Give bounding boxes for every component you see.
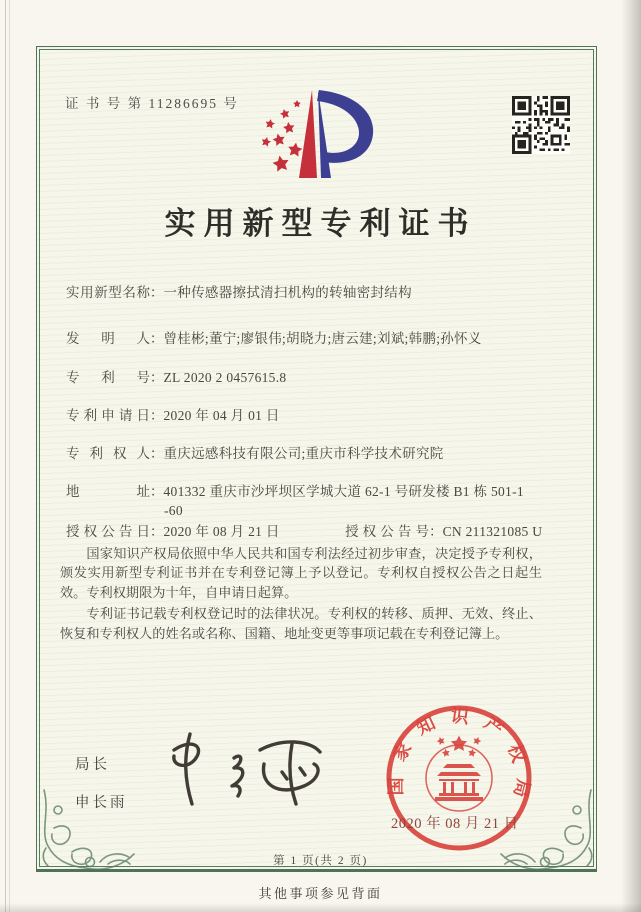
field-value: ZL 2020 2 0457615.8 — [163, 370, 287, 385]
officer-block — [75, 753, 128, 812]
field-value: 曾桂彬;董宁;廖银伟;胡晓力;唐云建;刘斌;韩鹏;孙怀义 — [163, 331, 482, 346]
scan-edge-line — [9, 0, 10, 912]
field-colon: ： — [150, 285, 164, 300]
field-grant-date — [66, 520, 280, 540]
field-label: 地址 — [66, 484, 150, 499]
patent-office-logo-icon — [255, 86, 390, 186]
field-grant-number — [345, 520, 542, 540]
field-utility-model-name — [66, 281, 556, 301]
legal-paragraph-1: 国家知识产权局依照中华人民共和国专利法经过初步审查，决定授予专利权，颁发实用新型专利证书并在专利登记簿上予以登记。专利权自授权公告之日起生效。专利权期限为十年，自申请日起算。 — [60, 546, 542, 600]
field-label: 专利权人 — [66, 446, 150, 461]
field-label: 实用新型名称 — [66, 285, 150, 300]
scan-edge-line — [5, 0, 6, 912]
field-patentee — [66, 442, 556, 462]
officer-title: 局长 — [75, 757, 110, 773]
field-filing-date — [66, 404, 556, 424]
field-value-line2: -60 — [164, 503, 183, 518]
field-label: 授权公告号 — [345, 524, 430, 539]
scan-shadow — [621, 0, 641, 912]
legal-paragraph-2: 专利证书记载专利权登记时的法律状况。专利权的转移、质押、无效、终止、恢复和专利权人的姓名或名称、国籍、地址变更等事项记载在专利登记簿上。 — [60, 606, 542, 641]
field-value-line1: 401332 重庆市沙坪坝区学城大道 62-1 号研发楼 B1 栋 501-1 — [163, 484, 524, 499]
field-colon: ： — [150, 446, 164, 461]
field-colon: ： — [150, 484, 164, 499]
field-label: 发明人 — [66, 331, 150, 346]
field-colon: ： — [150, 408, 164, 423]
field-value: 2020 年 04 月 01 日 — [163, 408, 280, 423]
field-label: 专利申请日 — [66, 408, 150, 423]
seal-date: 2020 年 08 月 21 日 — [391, 816, 519, 832]
officer-name: 申长雨 — [75, 795, 128, 811]
field-value: CN 211321085 U — [442, 524, 543, 539]
field-value: 重庆远感科技有限公司;重庆市科学技术研究院 — [163, 446, 444, 461]
officer-signature — [148, 724, 343, 814]
field-label: 授权公告日 — [66, 524, 150, 539]
field-colon: ： — [429, 524, 443, 539]
field-colon: ： — [150, 370, 164, 385]
svg-text:国家知识产权局: 国家知识产权局 — [385, 705, 534, 814]
back-side-note: 其他事项参见背面 — [258, 886, 383, 901]
field-inventors — [66, 327, 556, 347]
certificate-number: 证 书 号 第 11286695 号 — [65, 96, 239, 111]
field-label: 专利号 — [66, 370, 150, 385]
field-colon: ： — [150, 524, 164, 539]
certificate-title: 实用新型专利证书 — [164, 206, 477, 241]
field-grant-row — [66, 520, 556, 540]
field-address — [66, 480, 556, 519]
field-colon: ： — [150, 331, 164, 346]
field-value: 一种传感器擦拭清扫机构的转轴密封结构 — [163, 285, 412, 300]
page-number: 第 1 页(共 2 页) — [273, 855, 368, 867]
field-patent-number — [66, 366, 556, 386]
qr-code — [512, 96, 570, 154]
legal-text — [60, 544, 542, 645]
field-value: 2020 年 08 月 21 日 — [163, 524, 280, 539]
scan-shadow — [0, 903, 641, 912]
